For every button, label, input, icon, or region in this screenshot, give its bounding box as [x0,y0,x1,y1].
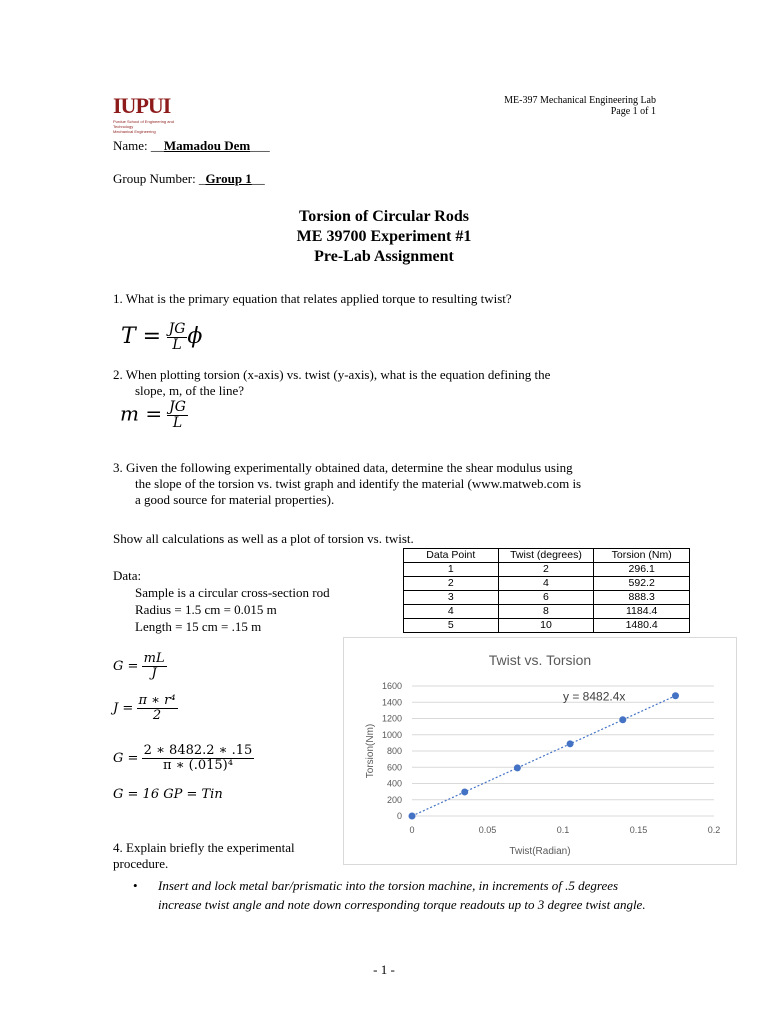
q4-line-1: 4. Explain briefly the experimental [113,840,295,855]
chart-grid [412,686,714,816]
title-line-2: ME 39700 Experiment #1 [296,228,472,245]
group-line [113,171,265,187]
eq1-numerator: JG [168,321,186,337]
eq1-fraction [167,322,188,354]
q4-answer-text: Insert and lock metal bar/prismatic into the torsion machine, in increments of .5 degrees increase twist angle and note down corresponding torque readouts up to 3 degree twist angle. [158,878,646,912]
table-cell: 8 [498,605,594,619]
table-cell: 1 [404,563,499,577]
x-tick-label: 0 [409,825,415,835]
logo-subtitle: Purdue School of Engineering and Technology [113,119,174,129]
table-row [404,577,690,591]
logo-mark: IUPUI [113,93,171,118]
calc-g [113,652,167,682]
table-cell: 1184.4 [594,605,690,619]
question-3 [113,460,673,508]
table-cell: 4 [498,577,594,591]
table-header-row [404,549,690,563]
calc-g2-den: π ∗ (.015)⁴ [163,758,233,774]
page-indicator: Page 1 of 1 [610,106,656,117]
course-header [504,95,656,117]
table-cell: 888.3 [594,591,690,605]
university-logo [113,95,193,134]
course-name: ME-397 Mechanical Engineering Lab [504,95,656,106]
name-line [113,138,270,154]
table-cell: 592.2 [594,577,690,591]
question-2 [113,367,673,399]
data-point [514,764,521,771]
x-tick-labels [409,825,720,835]
chart-svg [344,638,736,864]
title-line-1: Torsion of Circular Rods [299,208,469,225]
table-header: Data Point [404,549,499,563]
q4-answer [133,876,663,914]
table-cell: 10 [498,619,594,633]
table-row [404,591,690,605]
table-cell: 2 [498,563,594,577]
calc-j-den: 2 [152,708,162,724]
group-label: Group Number: _ [113,171,206,186]
calc-g-num: mL [143,651,165,666]
table-row [404,619,690,633]
table-row [404,605,690,619]
table-cell: 4 [404,605,499,619]
document-title [0,207,768,267]
question-1: 1. What is the primary equation that relates applied torque to resulting twist? [113,291,512,306]
group-tail: __ [251,171,265,186]
data-point [409,813,416,820]
eq1-phi: ϕ [187,323,203,349]
y-tick-label: 1600 [381,681,402,691]
data-point [672,692,679,699]
x-axis-label: Twist(Radian) [509,846,571,857]
calc-j-fraction [137,694,178,724]
y-tick-label: 400 [386,778,402,789]
calc-g-den: J [151,666,157,682]
table-cell: 3 [404,591,499,605]
y-tick-label: 1200 [381,713,402,724]
table-cell: 296.1 [594,563,690,577]
y-axis-label: Torsion(Nm) [365,723,376,779]
q2-line-1: 2. When plotting torsion (x-axis) vs. twist (y-axis), what is the equation defining the [113,367,551,382]
data-point [619,716,626,723]
x-tick-label: 0.15 [629,825,648,835]
q3-line-2: the slope of the torsion vs. twist graph and identify the material (www.matweb.com is [135,476,582,491]
data-line-3: Length = 15 cm = .15 m [135,619,262,634]
chart-title: Twist vs. Torsion [488,652,592,668]
y-tick-label: 800 [386,746,402,756]
table-header: Twist (degrees) [498,549,594,563]
eq2-denominator: L [172,415,183,432]
y-tick-label: 600 [386,762,402,773]
q3-line-3: a good source for material properties). [135,492,335,507]
data-line-1: Sample is a circular cross-section rod [135,585,330,600]
name-tail: ___ [250,138,270,153]
y-tick-label: 1400 [381,697,402,708]
trendline-path [412,696,675,816]
student-name: Mamadou Dem [163,138,251,153]
table-row [404,563,690,577]
calc-result: G = 16 GP = Tin [113,787,223,802]
x-tick-label: 0.1 [556,825,570,835]
data-table [403,548,690,633]
data-point [461,788,468,795]
page-footer: - 1 - [373,962,395,977]
data-point [567,740,574,747]
x-tick-label: 0.05 [478,825,497,835]
data-label: Data: [113,568,142,583]
q3-line-1: 3. Given the following experimentally obtained data, determine the shear modulus using [113,460,573,475]
slope-equation [120,400,188,432]
eq1-lhs: T = [121,323,162,349]
trendline [412,696,675,816]
calc-g2-fraction [142,744,255,774]
title-line-3: Pre-Lab Assignment [314,248,454,265]
eq2-numerator: JG [169,399,186,415]
table-header: Torsion (Nm) [594,549,690,563]
calc-j [113,694,178,724]
y-tick-label: 1000 [381,729,402,740]
torsion-chart [343,637,737,865]
question-4 [113,840,295,872]
eq2-lhs: m = [120,401,163,426]
calc-g-substituted [113,744,254,774]
data-line-2: Radius = 1.5 cm = 0.015 m [135,602,277,617]
calc-j-lhs: J = [113,700,134,716]
trendline-label: y = 8482.4x [563,689,626,704]
logo-dept: Mechanical Engineering [113,129,156,134]
q2-line-2: slope, m, of the line? [135,383,245,398]
name-label: Name: __ [113,138,164,153]
table-cell: 2 [404,577,499,591]
calc-g2-lhs: G = [113,750,139,766]
calc-g2-num: 2 ∗ 8482.2 ∗ .15 [143,743,253,758]
table-cell: 1480.4 [594,619,690,633]
table-cell: 6 [498,591,594,605]
table-cell: 5 [404,619,499,633]
data-block [113,567,330,635]
x-tick-label: 0.2 [707,825,721,835]
group-number: Group 1 [205,171,252,186]
calc-g-fraction [142,652,167,682]
eq2-fraction [167,400,188,432]
calc-j-num: π ∗ r⁴ [138,693,176,708]
bullet-icon: • [133,878,138,893]
show-calculations: Show all calculations as well as a plot of torsion vs. twist. [113,531,414,546]
eq1-denominator: L [172,337,182,354]
y-tick-labels [382,681,402,821]
torque-equation [121,322,202,354]
calc-g-lhs: G = [113,658,139,674]
y-tick-label: 0 [396,811,402,821]
y-tick-label: 200 [386,794,402,805]
q4-line-2: procedure. [113,856,169,871]
